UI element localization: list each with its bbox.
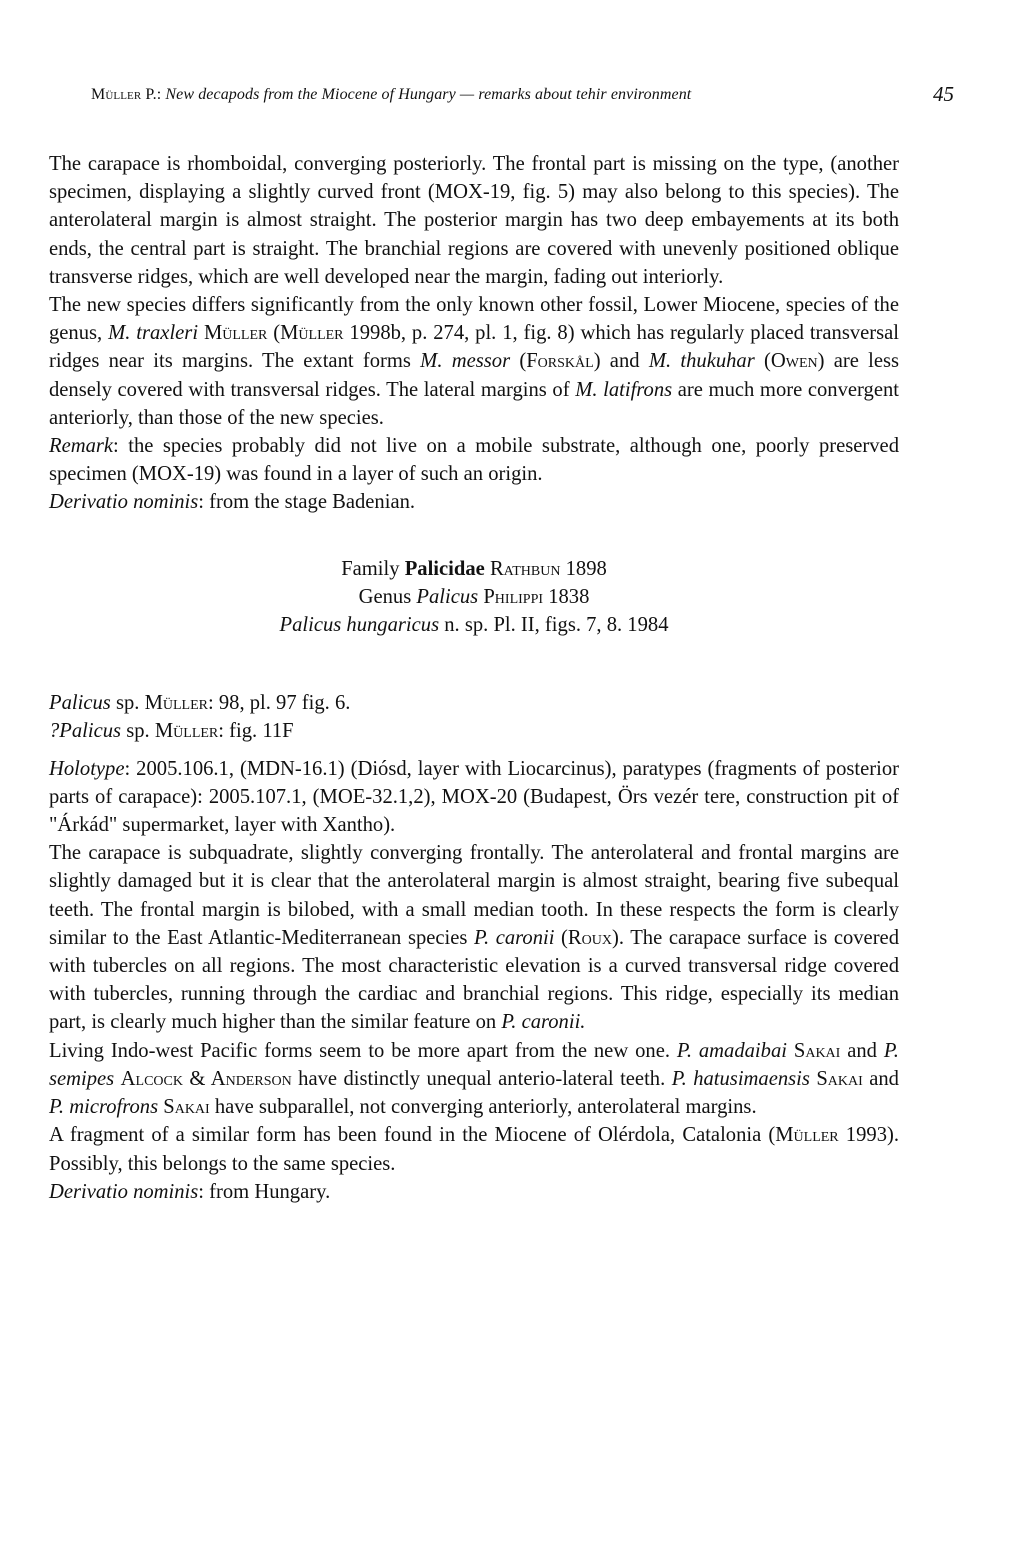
running-title (91, 86, 691, 104)
derivatio-label: Derivatio nominis (49, 1180, 199, 1203)
species-line: Palicus hungaricus n. sp. Pl. II, figs. 7, 8. 1984 (279, 614, 669, 637)
paragraph-fragment: A fragment of a similar form has been found in the Miocene of Olérdola, Catalonia (Müller 1993). Possibly, this belongs to the same species. (49, 1124, 899, 1175)
paragraph-comparison: The new species differs significantly from the only known other fossil, Lower Miocene, species of the genus, M. traxleri Müller (Müller 1998b, p. 274, pl. 1, fig. 8) which has regularly placed transversal ridges near its margins. The extant forms M. messor (Forskål) and M. thukuhar (Owen) are less densely covered with transversal ridges. The lateral margins of M. latifrons are much more convergent anteriorly, than those of the new species. (49, 294, 900, 429)
derivatio-label: Derivatio nominis (49, 491, 199, 514)
holotype-label: Holotype (49, 757, 125, 780)
genus-line: Genus Palicus Philippi 1838 (358, 585, 590, 608)
family-line: Family Palicidae Rathbun 1898 (341, 557, 607, 580)
running-header (49, 82, 954, 112)
description-section (49, 150, 899, 517)
species-name: M. traxleri (108, 322, 199, 345)
paragraph-remark: Remark: the species probably did not live on a mobile substrate, although one, poorly preserved specimen (MOX-19) was found in a layer of such an origin. (49, 435, 899, 486)
page (49, 82, 954, 1206)
paragraph-holotype: Holotype: 2005.106.1, (MDN-16.1) (Diósd, layer with Liocarcinus), paratypes (fragments of posterior parts of carapace): 2005.107.1, (MOE-32.1,2), MOX-20 (Budapest, Örs vezér tere, construction pit of "Árkád" supermarket, layer with Xantho). (49, 757, 899, 837)
species-name: M. thukuhar (648, 350, 755, 373)
taxon-heading (49, 555, 899, 640)
remark-label: Remark (49, 435, 114, 458)
paragraph-carapace-2: The carapace is subquadrate, slightly converging frontally. The anterolateral and frontal margins are slightly damaged but it is clear that the anterolateral margin is almost straight, bearing five subequal teeth. The frontal margin is bilobed, with a small median tooth. In these respects the form is clearly similar to the East Atlantic-Mediterranean species P. caronii (Roux). The carapace surface is covered with tubercles on all regions. The most characteristic elevation is a curved transversal ridge covered with tubercles, running through the cardiac and branchial regions. This ridge, especially its median part, is clearly much higher than the similar feature on P. caronii. (49, 842, 899, 1034)
synonymy-item: ?Palicus sp. Müller: fig. 11F (49, 720, 294, 743)
species-description (49, 755, 899, 1206)
paragraph-indo-pacific: Living Indo-west Pacific forms seem to be more apart from the new one. P. amadaibai Sakai and P. semipes Alcock & Anderson have distinctly unequal anterio-lateral teeth. P. hatusimaensis Sakai and P. microfrons Sakai have subparallel, not converging anteriorly, anterolateral margins. (49, 1039, 899, 1119)
paragraph-derivatio: Derivatio nominis: from the stage Badenian. (49, 491, 416, 514)
header-author: Müller P.: (91, 86, 162, 103)
species-name: M. messor (420, 350, 511, 373)
paragraph-carapace: The carapace is rhomboidal, converging posteriorly. The frontal part is missing on the type, (another specimen, displaying a slightly curved front (MOX-19, fig. 5) may also belong to this species). The anterolateral margin is almost straight. The posterior margin has two deep embayements at its both ends, the central part is straight. The branchial regions are covered with unevenly positioned oblique transverse ridges, which are well developed near the margin, fading out interiorly. (49, 153, 899, 288)
synonymy-item: Palicus sp. Müller: 98, pl. 97 fig. 6. (49, 692, 351, 715)
species-name: M. latifrons (575, 378, 673, 401)
synonymy-list (49, 689, 899, 745)
paragraph-derivatio-2: Derivatio nominis: from Hungary. (49, 1180, 331, 1203)
page-number: 45 (933, 82, 954, 106)
header-title: New decapods from the Miocene of Hungary — remarks about tehir environment (165, 86, 692, 103)
